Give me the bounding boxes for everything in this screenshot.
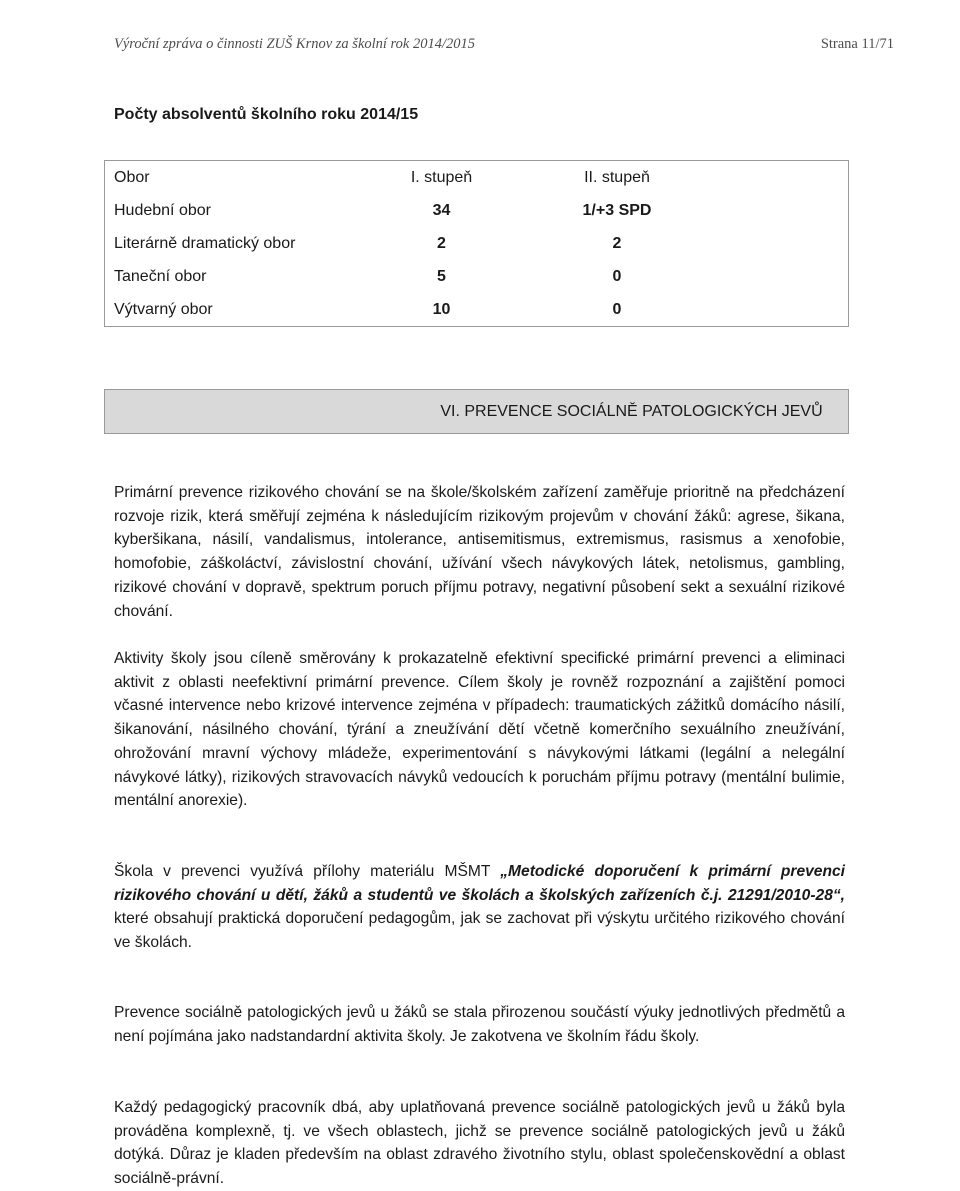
table-cell: 0 [612,267,622,285]
table-cell: 0 [612,300,622,318]
paragraph-text: Škola v prevenci využívá přílohy materiálu MŠMT [114,863,501,880]
table-cell: Hudební obor [114,201,211,219]
table-header-row [105,161,849,195]
table-row [105,194,849,227]
table-cell: Výtvarný obor [114,300,213,318]
page-header [114,36,894,58]
column-header-stage-1: I. stupeň [410,168,473,186]
chapter-title: VI. PREVENCE SOCIÁLNĚ PATOLOGICKÝCH JEVŮ [440,403,823,420]
document-reference: „Metodické doporučení k primární prevenci rizikového chování u dětí, žáků a studentů ve školách a školských zařízeních č.j. 21291/2010-28“, [114,863,846,904]
graduates-heading: Počty absolventů školního roku 2014/15 [114,106,419,123]
column-header-obor: Obor [114,168,150,186]
table-cell: 2 [612,234,622,252]
paragraph-msmt-materials [114,860,845,955]
table-cell: 1/+3 SPD [582,201,652,219]
paragraph-primary-prevention: Primární prevence rizikového chování se na škole/školském zařízení zaměřuje prioritně na předcházení rozvoje rizik, která směřují zejména k následujícím rizikovým projevům v chování žáků: agrese, šikana, kyberšikana, násilí, vandalismus, intolerance, antisemitismus, extremismus, rasismus a xenofobie, homofobie, záškoláctví, závislostní chování, užívání všech návykových látek, netolismus, gambling, rizikové chování v dopravě, spektrum poruch příjmu potravy, negativní působení sekt a sexuální rizikové chování. [114,484,845,620]
paragraph-text: které obsahují praktická doporučení pedagogům, jak se zachovat při výskytu určitého rizikového chování ve školách. [114,910,845,952]
paragraph-school-activities: Aktivity školy jsou cíleně směrovány k prokazatelně efektivní specifické primární prevenci a eliminaci aktivit z oblasti neefektivní primární prevence. Cílem školy je rovněž rozpoznání a zajištění pomoci včasné intervence nebo krizové intervence zejména v případech: traumatických zážitků domácího násilí, šikanování, násilného chování, týrání a zneužívání dětí včetně komerčního sexuálního zneužívání, ohrožování mravní výchovy mládeže, experimentování s návykovými látkami (legální a nelegální návykové látky), rizikových stravovacích návyků vedoucích k poruchám příjmu potravy (mentální bulimie, mentální anorexie). [114,650,845,810]
report-title: Výroční zpráva o činnosti ZUŠ Krnov za školní rok 2014/2015 [114,36,476,52]
table-row [105,260,849,293]
table-cell: 10 [432,300,451,318]
table-row [105,293,849,327]
table-cell: Taneční obor [114,267,207,285]
table-cell: 2 [437,234,446,252]
table-row [105,227,849,260]
column-header-stage-2: II. stupeň [584,168,650,186]
graduates-table [104,160,849,327]
paragraph-teachers: Každý pedagogický pracovník dbá, aby uplatňovaná prevence sociálně patologických jevů u žáků byla prováděna komplexně, tj. ve všech oblastech, jichž se prevence sociálně patologických jevů u žáků dotýká. Důraz je kladen především na oblast zdravého životního stylu, oblast společenskovědní a oblast sociálně-právní. [114,1099,845,1188]
table-cell: Literárně dramatický obor [114,234,296,252]
page-number: Strana 11/71 [820,36,894,52]
chapter-heading-box [104,389,849,434]
paragraph-curriculum: Prevence sociálně patologických jevů u žáků se stala přirozenou součástí výuky jednotlivých předmětů a není pojímána jako nadstandardní aktivita školy. Je zakotvena ve školním řádu školy. [114,1004,845,1045]
table-cell: 5 [437,267,446,285]
table-cell: 34 [432,201,451,219]
